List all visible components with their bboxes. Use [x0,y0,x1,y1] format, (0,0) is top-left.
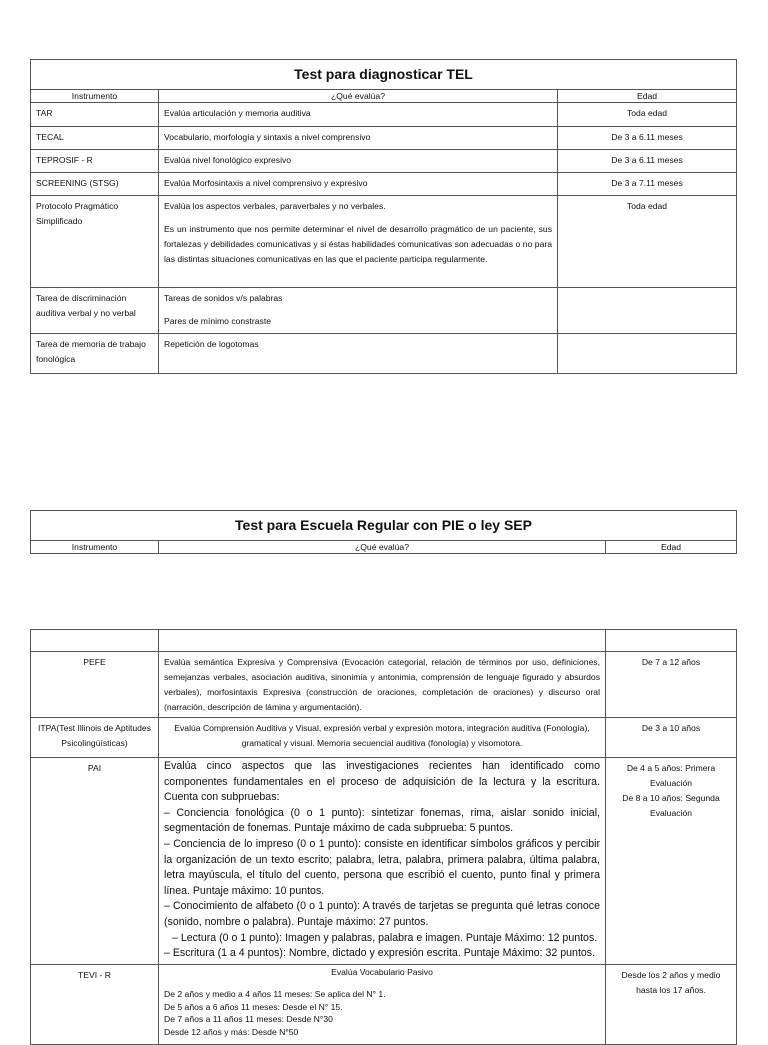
cell-edad [558,334,737,374]
empty-row [31,630,737,652]
table-row [31,288,737,334]
evalua-text-2: Pares de mínimo constraste [164,316,271,326]
cell-instrumento: Protocolo Pragmático Simplificado [31,196,159,288]
cell-edad: De 3 a 6.11 meses [558,127,737,150]
evalua-item: – Conciencia fonológica (0 o 1 punto): sintetizar fonemas, rima, aislar sonido inicial, segmentación de fonemas. Puntaje máximo de cada subprueba: 5 puntos. [164,806,600,835]
cell-evalua: Evalúa articulación y memoria auditiva [159,103,558,127]
evalua-item: De 7 años a 11 años 11 meses: Desde N°30 [164,1014,333,1025]
cell-instrumento: TEVI - R [31,964,159,1044]
table-row [31,652,737,718]
cell-edad: De 7 a 12 años [606,652,737,718]
cell-edad: De 3 a 7.11 meses [558,173,737,196]
cell-edad: Desde los 2 años y medio hasta los 17 años. [606,964,737,1044]
cell-evalua: Evalúa semántica Expresiva y Comprensiva (Evocación categorial, relación de términos por uso, definiciones, semejanzas verbales, asociación auditiva, sinonimia y antonimia, comprensión de lenguaje figurado y absurdos verbales), morfosintaxis Expresiva (construcción de oraciones, completación de oraciones) y discurso oral (narración, descripción de lámina y argumentación). [159,652,606,718]
evalua-intro: Evalúa cinco aspectos que las investigaciones recientes han identificado como componentes fundamentales en el proceso de adquisición de la lectura y la escritura. Cuenta con subpruebas: [164,760,600,804]
table-row [31,103,737,127]
table-row [31,718,737,758]
cell-instrumento: ITPA(Test Illinois de Aptitudes Psicolingüísticas) [31,718,159,758]
table-escuela-regular-continued [30,629,737,1045]
evalua-item: De 5 años a 6 años 11 meses: Desde el N° 15. [164,1001,343,1012]
edad-primera: De 4 a 5 años: Primera Evaluación [626,763,716,788]
cell-edad: De 3 a 10 años [606,718,737,758]
table-row [31,334,737,374]
evalua-title: Evalúa Vocabulario Pasivo [331,966,433,977]
table-row [31,964,737,1044]
table-diagnosticar-tel [30,59,737,374]
header-que-evalua: ¿Qué evalúa? [159,90,558,103]
table-title: Test para Escuela Regular con PIE o ley SEP [31,511,737,541]
cell-instrumento: TAR [31,103,159,127]
table-title: Test para diagnosticar TEL [31,60,737,90]
header-que-evalua: ¿Qué evalúa? [159,541,606,554]
cell-evalua [159,758,606,965]
evalua-description: Es un instrumento que nos permite determinar el nivel de desarrollo pragmático de un paciente, sus fortalezas y debilidades comunicativas y si éstas habilidades comunicativas son adecuadas o no para las distintas situaciones comunicativas en las que el paciente participa regularmente. [164,224,552,264]
cell-edad [606,758,737,965]
cell-instrumento: TECAL [31,127,159,150]
cell-edad: Toda edad [558,196,737,288]
cell-evalua: Evalúa Comprensión Auditiva y Visual, expresión verbal y expresión motora, integración auditiva (Fonología), gramatical y visual. Memoria secuencial auditiva (fonología) y visomotora. [159,718,606,758]
cell-instrumento: SCREENING (STSG) [31,173,159,196]
cell-edad: De 3 a 6.11 meses [558,150,737,173]
table-row [31,127,737,150]
cell-evalua [159,964,606,1044]
cell-instrumento: TEPROSIF - R [31,150,159,173]
cell-edad: Toda edad [558,103,737,127]
table-row [31,173,737,196]
table-row [31,758,737,965]
table-escuela-regular [30,510,737,554]
header-edad: Edad [606,541,737,554]
evalua-item: – Lectura (0 o 1 punto): Imagen y palabras, palabra e imagen. Puntaje Máximo: 12 puntos. [172,931,598,944]
header-instrumento: Instrumento [31,90,159,103]
cell-evalua: Evalúa nivel fonológico expresivo [159,150,558,173]
cell-instrumento: Tarea de discriminación auditiva verbal y no verbal [31,288,159,334]
cell-edad [558,288,737,334]
cell-instrumento: PAI [31,758,159,965]
cell-evalua: Repetición de logotomas [159,334,558,374]
cell-evalua [159,196,558,288]
evalua-text: Evalúa los aspectos verbales, paraverbales y no verbales. [164,201,386,211]
edad-segunda: De 8 a 10 años: Segunda Evaluación [622,793,720,818]
evalua-text: Tareas de sonidos v/s palabras [164,293,283,303]
evalua-item: Desde 12 años y más: Desde N°50 [164,1026,299,1037]
cell-instrumento: PEFE [31,652,159,718]
evalua-item: – Conocimiento de alfabeto (0 o 1 punto): A través de tarjetas se pregunta qué letras conoce (sonido, nombre o palabra). Puntaje máximo: 27 puntos. [164,900,600,928]
cell-instrumento: Tarea de memoria de trabajo fonológica [31,334,159,374]
evalua-item: – Escritura (1 a 4 puntos): Nombre, dictado y expresión escrita. Puntaje Máximo: 32 puntos. [164,947,596,960]
table-row [31,150,737,173]
cell-evalua [159,288,558,334]
table-header-row [31,90,737,103]
cell-evalua: Vocabulario, morfología y sintaxis a nivel comprensivo [159,127,558,150]
header-instrumento: Instrumento [31,541,159,554]
table-header-row [31,541,737,554]
evalua-item: – Conciencia de lo impreso (0 o 1 punto): consiste en identificar símbolos gráficos y percibir la organización de un texto escrito; palabra, letra, palabra, primera palabra, última palabra, letra mayúscula, el título del cuento, persona que escribió el cuento, punto final y primera línea. Puntaje máximo: 10 puntos. [164,837,600,897]
header-edad: Edad [558,90,737,103]
evalua-item: De 2 años y medio a 4 años 11 meses: Se aplica del N° 1. [164,989,386,1000]
cell-evalua: Evalúa Morfosintaxis a nivel comprensivo y expresivo [159,173,558,196]
table-row [31,196,737,288]
